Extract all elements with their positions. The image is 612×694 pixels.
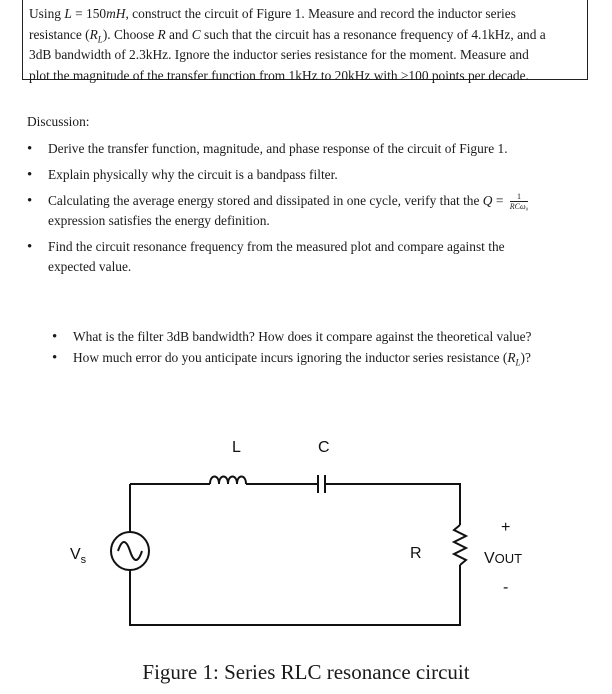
vout-label-main: V bbox=[484, 550, 495, 567]
text: Calculating the average energy stored and dissipated in one cycle, verify that the bbox=[48, 193, 483, 208]
vout-plus-label: + bbox=[501, 519, 511, 536]
math-sub: L bbox=[515, 357, 521, 368]
vout-minus-label: - bbox=[503, 579, 509, 596]
text: Find the circuit resonance frequency from the measured plot and compare against the bbox=[48, 239, 505, 255]
text: Derive the transfer function, magnitude, and phase response of the circuit of Figure 1. bbox=[48, 141, 508, 156]
resistor-label: R bbox=[410, 545, 422, 562]
figure-caption: Figure 1: Series RLC resonance circuit bbox=[142, 660, 470, 684]
discussion-list bbox=[27, 139, 587, 283]
text: resistance ( bbox=[29, 26, 90, 42]
discussion-heading: Discussion: bbox=[27, 114, 90, 129]
source-label-sub: s bbox=[80, 554, 87, 566]
text: such that the circuit has a resonance frequency of 4.1kHz, and a bbox=[200, 26, 546, 42]
math-sub: L bbox=[97, 34, 103, 45]
intro-line-3: 3dB bandwidth of 2.3kHz. Ignore the inductor series resistance for the moment. Measure and bbox=[29, 47, 529, 62]
text: Explain physically why the circuit is a bandpass filter. bbox=[48, 167, 338, 182]
list-item bbox=[27, 165, 587, 185]
sine-wave-icon bbox=[118, 542, 142, 560]
inductor-label: L bbox=[232, 439, 241, 456]
list-item bbox=[52, 348, 592, 368]
math-var: C bbox=[191, 26, 201, 42]
math-var: L bbox=[64, 6, 72, 21]
math-var: R bbox=[89, 26, 98, 42]
source-label bbox=[70, 546, 87, 566]
rlc-circuit-diagram bbox=[60, 425, 560, 635]
top-wire-right bbox=[325, 484, 460, 525]
text: , construct the circuit of Figure 1. Measure and record the inductor series bbox=[125, 6, 516, 21]
text: expected value. bbox=[48, 259, 132, 275]
text: expression satisfies the energy definition. bbox=[48, 213, 270, 229]
intro-line-4: plot the magnitude of the transfer function from 1kHz to 20kHz with >100 points per decade. bbox=[29, 67, 529, 83]
list-item bbox=[27, 237, 587, 277]
text: Using bbox=[29, 6, 65, 21]
text: and bbox=[165, 26, 192, 42]
intro-line-1 bbox=[29, 4, 581, 25]
list-item bbox=[27, 191, 587, 231]
math-unit: mH bbox=[106, 6, 126, 21]
list-item bbox=[52, 327, 592, 347]
math-var: Q bbox=[482, 193, 493, 208]
text: ). Choose bbox=[102, 26, 158, 42]
resistor-zigzag-icon bbox=[454, 525, 466, 565]
capacitor-label: C bbox=[318, 439, 330, 456]
text: )? bbox=[520, 350, 531, 365]
list-item bbox=[27, 139, 587, 159]
fraction-denominator: RCω₀ bbox=[509, 202, 529, 212]
text: = bbox=[492, 193, 507, 208]
text: What is the filter 3dB bandwidth? How does it compare against the theoretical value? bbox=[73, 329, 532, 344]
question-list bbox=[52, 327, 592, 369]
text: How much error do you anticipate incurs ignoring the inductor series resistance ( bbox=[73, 350, 508, 365]
fraction-numerator: 1 bbox=[510, 192, 529, 202]
vout-label bbox=[484, 550, 522, 567]
problem-statement bbox=[22, 0, 588, 83]
math-var: R bbox=[507, 350, 516, 365]
math-var: R bbox=[157, 26, 166, 42]
intro-line-2 bbox=[29, 25, 581, 46]
vout-label-sub: OUT bbox=[494, 551, 523, 566]
q-fraction bbox=[510, 192, 529, 211]
inductor-coil-icon bbox=[210, 477, 246, 485]
text: = 150 bbox=[71, 6, 107, 21]
source-label-main: V bbox=[70, 546, 81, 563]
right-wire-bottom bbox=[130, 565, 460, 625]
